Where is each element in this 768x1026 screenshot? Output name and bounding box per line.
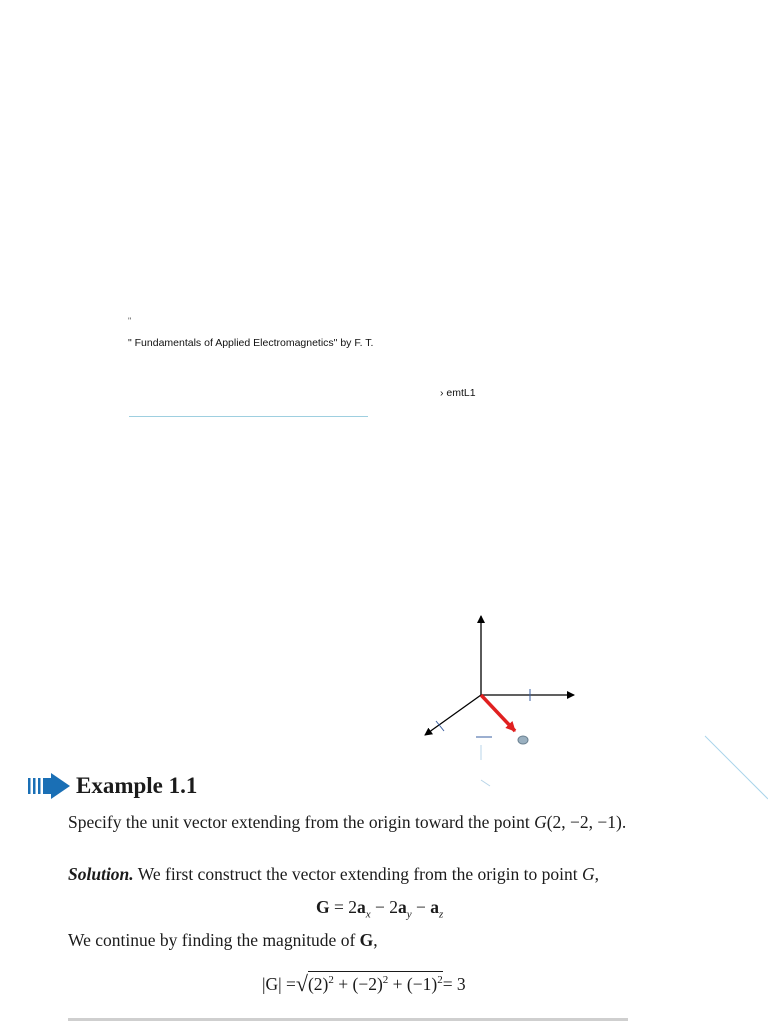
magnitude-intro: We continue by finding the magnitude of G, (68, 930, 378, 950)
divider-rule (129, 416, 368, 417)
x-axis (425, 695, 481, 735)
vector-equation: $G = 2a_x - 2a_y - a_z$ (316, 897, 444, 921)
reference-link[interactable]: › emtL1 (440, 387, 476, 399)
projection-dash-2 (481, 780, 490, 786)
solution-label: Solution. (68, 864, 134, 884)
square-root: √ $(2)^2 + (-2)^2 + (-1)^2$ (295, 971, 443, 996)
decorative-diagonal (705, 736, 768, 799)
solution-paragraph: Solution. We first construct the vector extending from the origin to point G, (68, 864, 599, 884)
unit-vector-arrow (481, 695, 515, 731)
point-g-marker (518, 736, 528, 744)
quote-marker: " (128, 316, 132, 326)
reference-citation: " Fundamentals of Applied Electromagnetics" by F. T. (128, 337, 374, 349)
axes-diagram (400, 600, 768, 800)
problem-statement: Specify the unit vector extending from the origin toward the point G(2, −2, −1). (68, 812, 627, 832)
example-arrow-icon (26, 771, 72, 801)
example-title: Example 1.1 (76, 773, 198, 798)
truncated-text-line (68, 1014, 628, 1026)
example-heading (26, 771, 197, 801)
radical-sign-icon: √ (295, 971, 308, 996)
point-g-label: G (534, 812, 547, 832)
magnitude-equation: |G| = √ $(2)^2 + (-2)^2 + (-1)^2$ = 3 (262, 971, 466, 996)
